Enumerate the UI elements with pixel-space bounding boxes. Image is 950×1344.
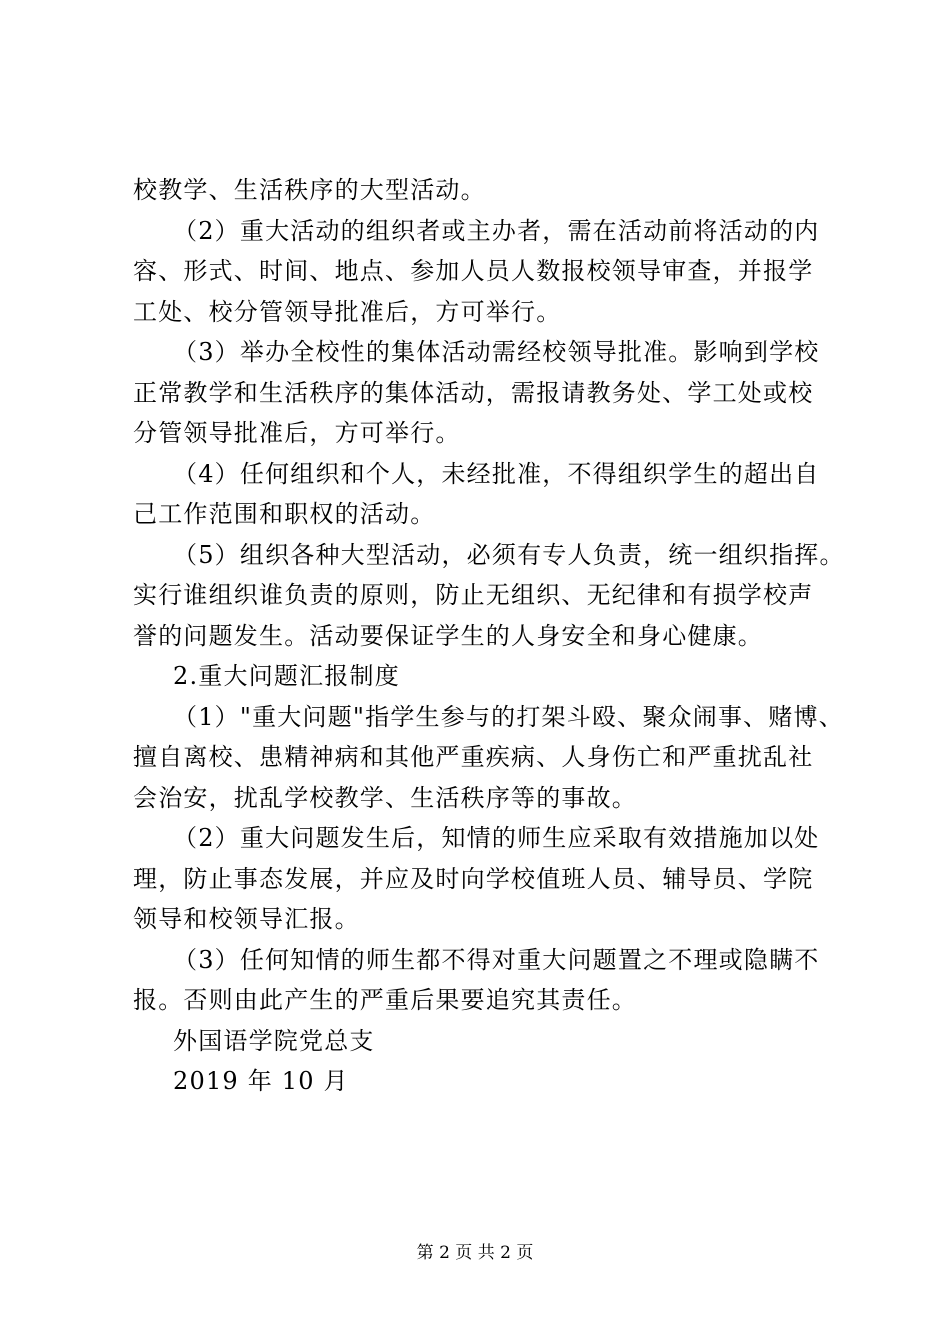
text-line: 容、形式、时间、地点、参加人员人数报校领导审查，并报学 <box>133 257 814 285</box>
text-line: （4）任何组织和个人，未经批准，不得组织学生的超出自 <box>173 459 820 488</box>
text-line: 己工作范围和职权的活动。 <box>133 500 436 528</box>
text-line: （2）重大问题发生后，知情的师生应采取有效措施加以处 <box>173 824 820 852</box>
text-line: 擅自离校、患精神病和其他严重疾病、人身伤亡和严重扰乱社 <box>133 743 814 771</box>
section-heading: 2.重大问题汇报制度 <box>173 662 400 690</box>
text-line: （3）举办全校性的集体活动需经校领导批准。影响到学校 <box>173 338 820 366</box>
text-line: 分管领导批准后，方可举行。 <box>133 419 461 447</box>
text-line: （5）组织各种大型活动，必须有专人负责，统一组织指挥。 <box>173 540 845 569</box>
text-line: （2）重大活动的组织者或主办者，需在活动前将活动的内 <box>173 216 820 245</box>
text-line: 工处、校分管领导批准后，方可举行。 <box>133 297 562 326</box>
text-line: 报。否则由此产生的严重后果要追究其责任。 <box>133 986 637 1014</box>
text-line: 会治安，扰乱学校教学、生活秩序等的事故。 <box>133 783 637 812</box>
text-line: （1）"重大问题"指学生参与的打架斗殴、聚众闹事、赌博、 <box>173 702 844 731</box>
page-number-label: 第 2 页 共 2 页 <box>416 1243 534 1263</box>
text-line: 领导和校领导汇报。 <box>133 905 360 933</box>
text-line: 正常教学和生活秩序的集体活动，需报请教务处、学工处或校 <box>133 378 814 407</box>
document-body <box>133 170 853 1102</box>
text-line: 誉的问题发生。活动要保证学生的人身安全和身心健康。 <box>133 621 763 650</box>
signature-date: 2019 年 10 月 <box>173 1067 349 1095</box>
text-line: （3）任何知情的师生都不得对重大问题置之不理或隐瞒不 <box>173 945 820 974</box>
page-footer <box>0 1242 950 1264</box>
text-line: 理，防止事态发展，并应及时向学校值班人员、辅导员、学院 <box>133 864 814 893</box>
text-line: 校教学、生活秩序的大型活动。 <box>133 176 486 204</box>
text-line: 实行谁组织谁负责的原则，防止无组织、无纪律和有损学校声 <box>133 581 814 609</box>
signature-organization: 外国语学院党总支 <box>173 1026 375 1055</box>
